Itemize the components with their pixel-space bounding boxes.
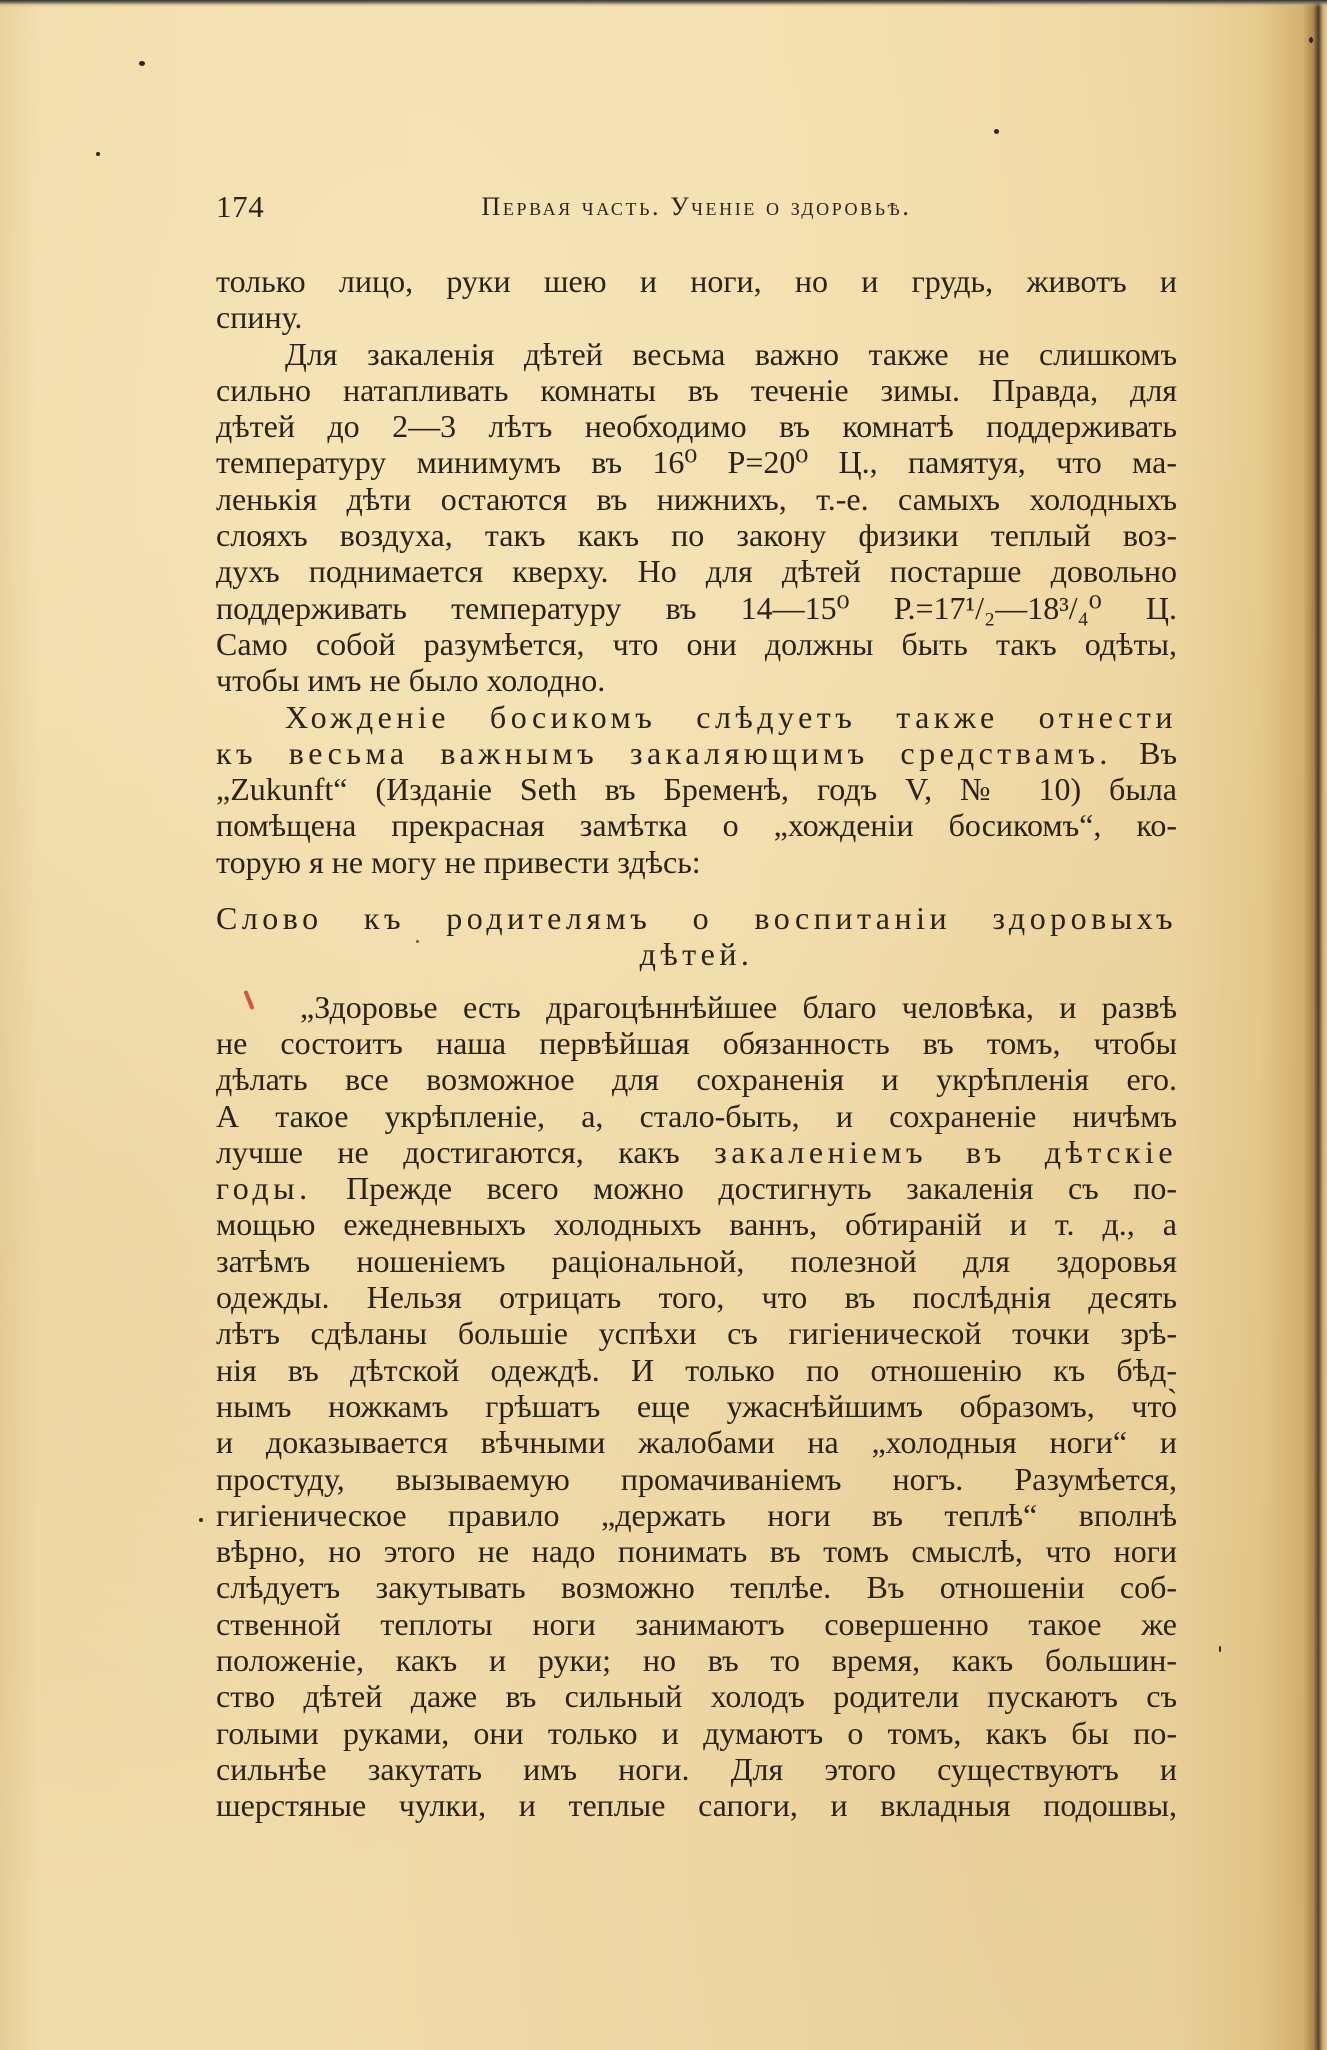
page-top-edge [0, 0, 1327, 7]
text-line: поддерживать температуру въ 14—15⁰ Р.=17¹/₂—18³/₄⁰ Ц. [216, 589, 1177, 626]
text-line: голыми руками, они только и думаютъ о томъ, какъ бы по- [216, 1714, 1177, 1751]
text-line: и доказывается вѣчными жалобами на „холодныя ноги“ и [216, 1424, 1177, 1461]
section-heading [216, 900, 1177, 973]
section-heading-line: дѣтей. [639, 936, 754, 973]
paper-speck [994, 129, 999, 134]
paragraph-tempering [216, 336, 1177, 699]
text-line: помѣщена прекрасная замѣтка о „хожденіи босикомъ“, ко- [216, 807, 1177, 844]
paragraph-continuation [216, 263, 1177, 336]
text-line: сильнѣе закутать имъ ноги. Для этого существуютъ и [216, 1750, 1177, 1787]
text-line: духъ поднимается кверху. Но для дѣтей постарше довольно [216, 553, 1177, 590]
page-body [216, 263, 1177, 1823]
text-line: слояхъ воздуха, такъ какъ по закону физики теплый воз- [216, 517, 1177, 554]
paper-speck [96, 152, 100, 156]
spaced-emphasis: годы. [216, 1170, 312, 1207]
text-line: только лицо, руки шею и ноги, но и грудь, животъ и [216, 263, 1177, 299]
text-line: дѣлать все возможное для сохраненія и укрѣпленія его. [216, 1061, 1177, 1098]
text-line: ство дѣтей даже въ сильный холодъ родители пускаютъ съ [216, 1678, 1177, 1715]
text-line: сильно натапливать комнаты въ теченіе зимы. Правда, для [216, 371, 1177, 408]
paragraph-quotation [216, 989, 1177, 1824]
text-line: лѣтъ сдѣланы большіе успѣхи съ гигіенической точки зрѣ- [216, 1315, 1177, 1352]
text-line: дѣтей до 2—3 лѣтъ необходимо въ комнатѣ поддерживать [216, 408, 1177, 445]
text-line: нымъ ножкамъ грѣшатъ еще ужаснѣйшимъ образомъ, что̀ [216, 1387, 1177, 1424]
running-title: Первая часть. Ученіе о здоровьѣ. [481, 192, 912, 221]
text-line: мощью ежедневныхъ холодныхъ ваннъ, обтираній и т. д., а [216, 1206, 1177, 1243]
section-heading-line: Слово къ родителямъ о воспитаніи здоровыхъ [216, 900, 1177, 937]
text-line: ственной теплоты ноги занимаютъ совершенно такое же [216, 1605, 1177, 1642]
text-line: торую я не могу не привести здѣсь: [216, 843, 701, 880]
paragraph-barefoot [216, 699, 1177, 880]
text-line: температуру минимумъ въ 16⁰ Р=20⁰ Ц., памятуя, что ма- [216, 444, 1177, 481]
text-line: „Zukunft“ (Изданіе Seth въ Бременѣ, годъ V, № 10) была [216, 771, 1177, 808]
text-line: нія въ дѣтской одеждѣ. И только по отношенію къ бѣд- [216, 1351, 1177, 1388]
text-line: вѣрно, но этого не надо понимать въ томъ смыслѣ, что ноги [216, 1533, 1177, 1570]
text-line [216, 1134, 1177, 1170]
text-line [216, 735, 1177, 771]
paper-speck [199, 1518, 203, 1522]
spaced-emphasis: къ весьма важнымъ закаляющимъ средствамъ. [216, 734, 1112, 771]
text-line [216, 1170, 1177, 1206]
text-line: шерстяные чулки, и теплые сапоги, и вкладныя подошвы, [216, 1787, 1177, 1824]
text-segment: Прежде всего можно достигнуть закаленія съ по- [346, 1170, 1177, 1207]
paper-speck [1309, 37, 1313, 43]
text-line: ленькія дѣти остаются въ нижнихъ, т.-е. самыхъ холодныхъ [216, 480, 1177, 517]
spaced-emphasis: Хожденіе босикомъ слѣдуетъ также отнести [285, 698, 1177, 735]
text-line: не состоитъ наша первѣйшая обязанность въ томъ, чтобы [216, 1024, 1177, 1061]
paper-speck [139, 61, 145, 66]
paper-speck [1219, 1646, 1221, 1652]
text-line: положеніе, какъ и руки; но въ то время, какъ большин- [216, 1641, 1177, 1678]
text-segment: Въ [1139, 734, 1178, 771]
text-line: простуду, вызываемую промачиваніемъ ногъ. Разумѣется, [216, 1460, 1177, 1497]
page-number: 174 [216, 189, 265, 224]
text-line: „Здоровье есть драгоцѣннѣйшее благо человѣка, и развѣ [300, 988, 1177, 1025]
text-segment: лучше не достигаются, какъ [216, 1133, 680, 1170]
text-line: Для закаленія дѣтей весьма важно также не слишкомъ [285, 335, 1177, 372]
spaced-emphasis: закаленіемъ въ дѣтскіе [714, 1133, 1178, 1170]
text-line: затѣмъ ношеніемъ раціональной, полезной для здоровья [216, 1242, 1177, 1279]
text-line: А такое укрѣпленіе, а, стало-быть, и сохраненіе ничѣмъ [216, 1097, 1177, 1134]
text-line: спину. [216, 299, 303, 336]
text-line: чтобы имъ не было холодно. [216, 662, 606, 699]
text-line: одежды. Нельзя отрицать того, что въ послѣднія десять [216, 1279, 1177, 1316]
text-line: Само собой разумѣется, что они должны быть такъ одѣты, [216, 625, 1177, 662]
text-line: слѣдуетъ закутывать возможно теплѣе. Въ отношеніи соб- [216, 1569, 1177, 1606]
running-head [216, 188, 1177, 225]
text-line: гигіеническое правило „держать ноги въ теплѣ“ вполнѣ [216, 1496, 1177, 1533]
